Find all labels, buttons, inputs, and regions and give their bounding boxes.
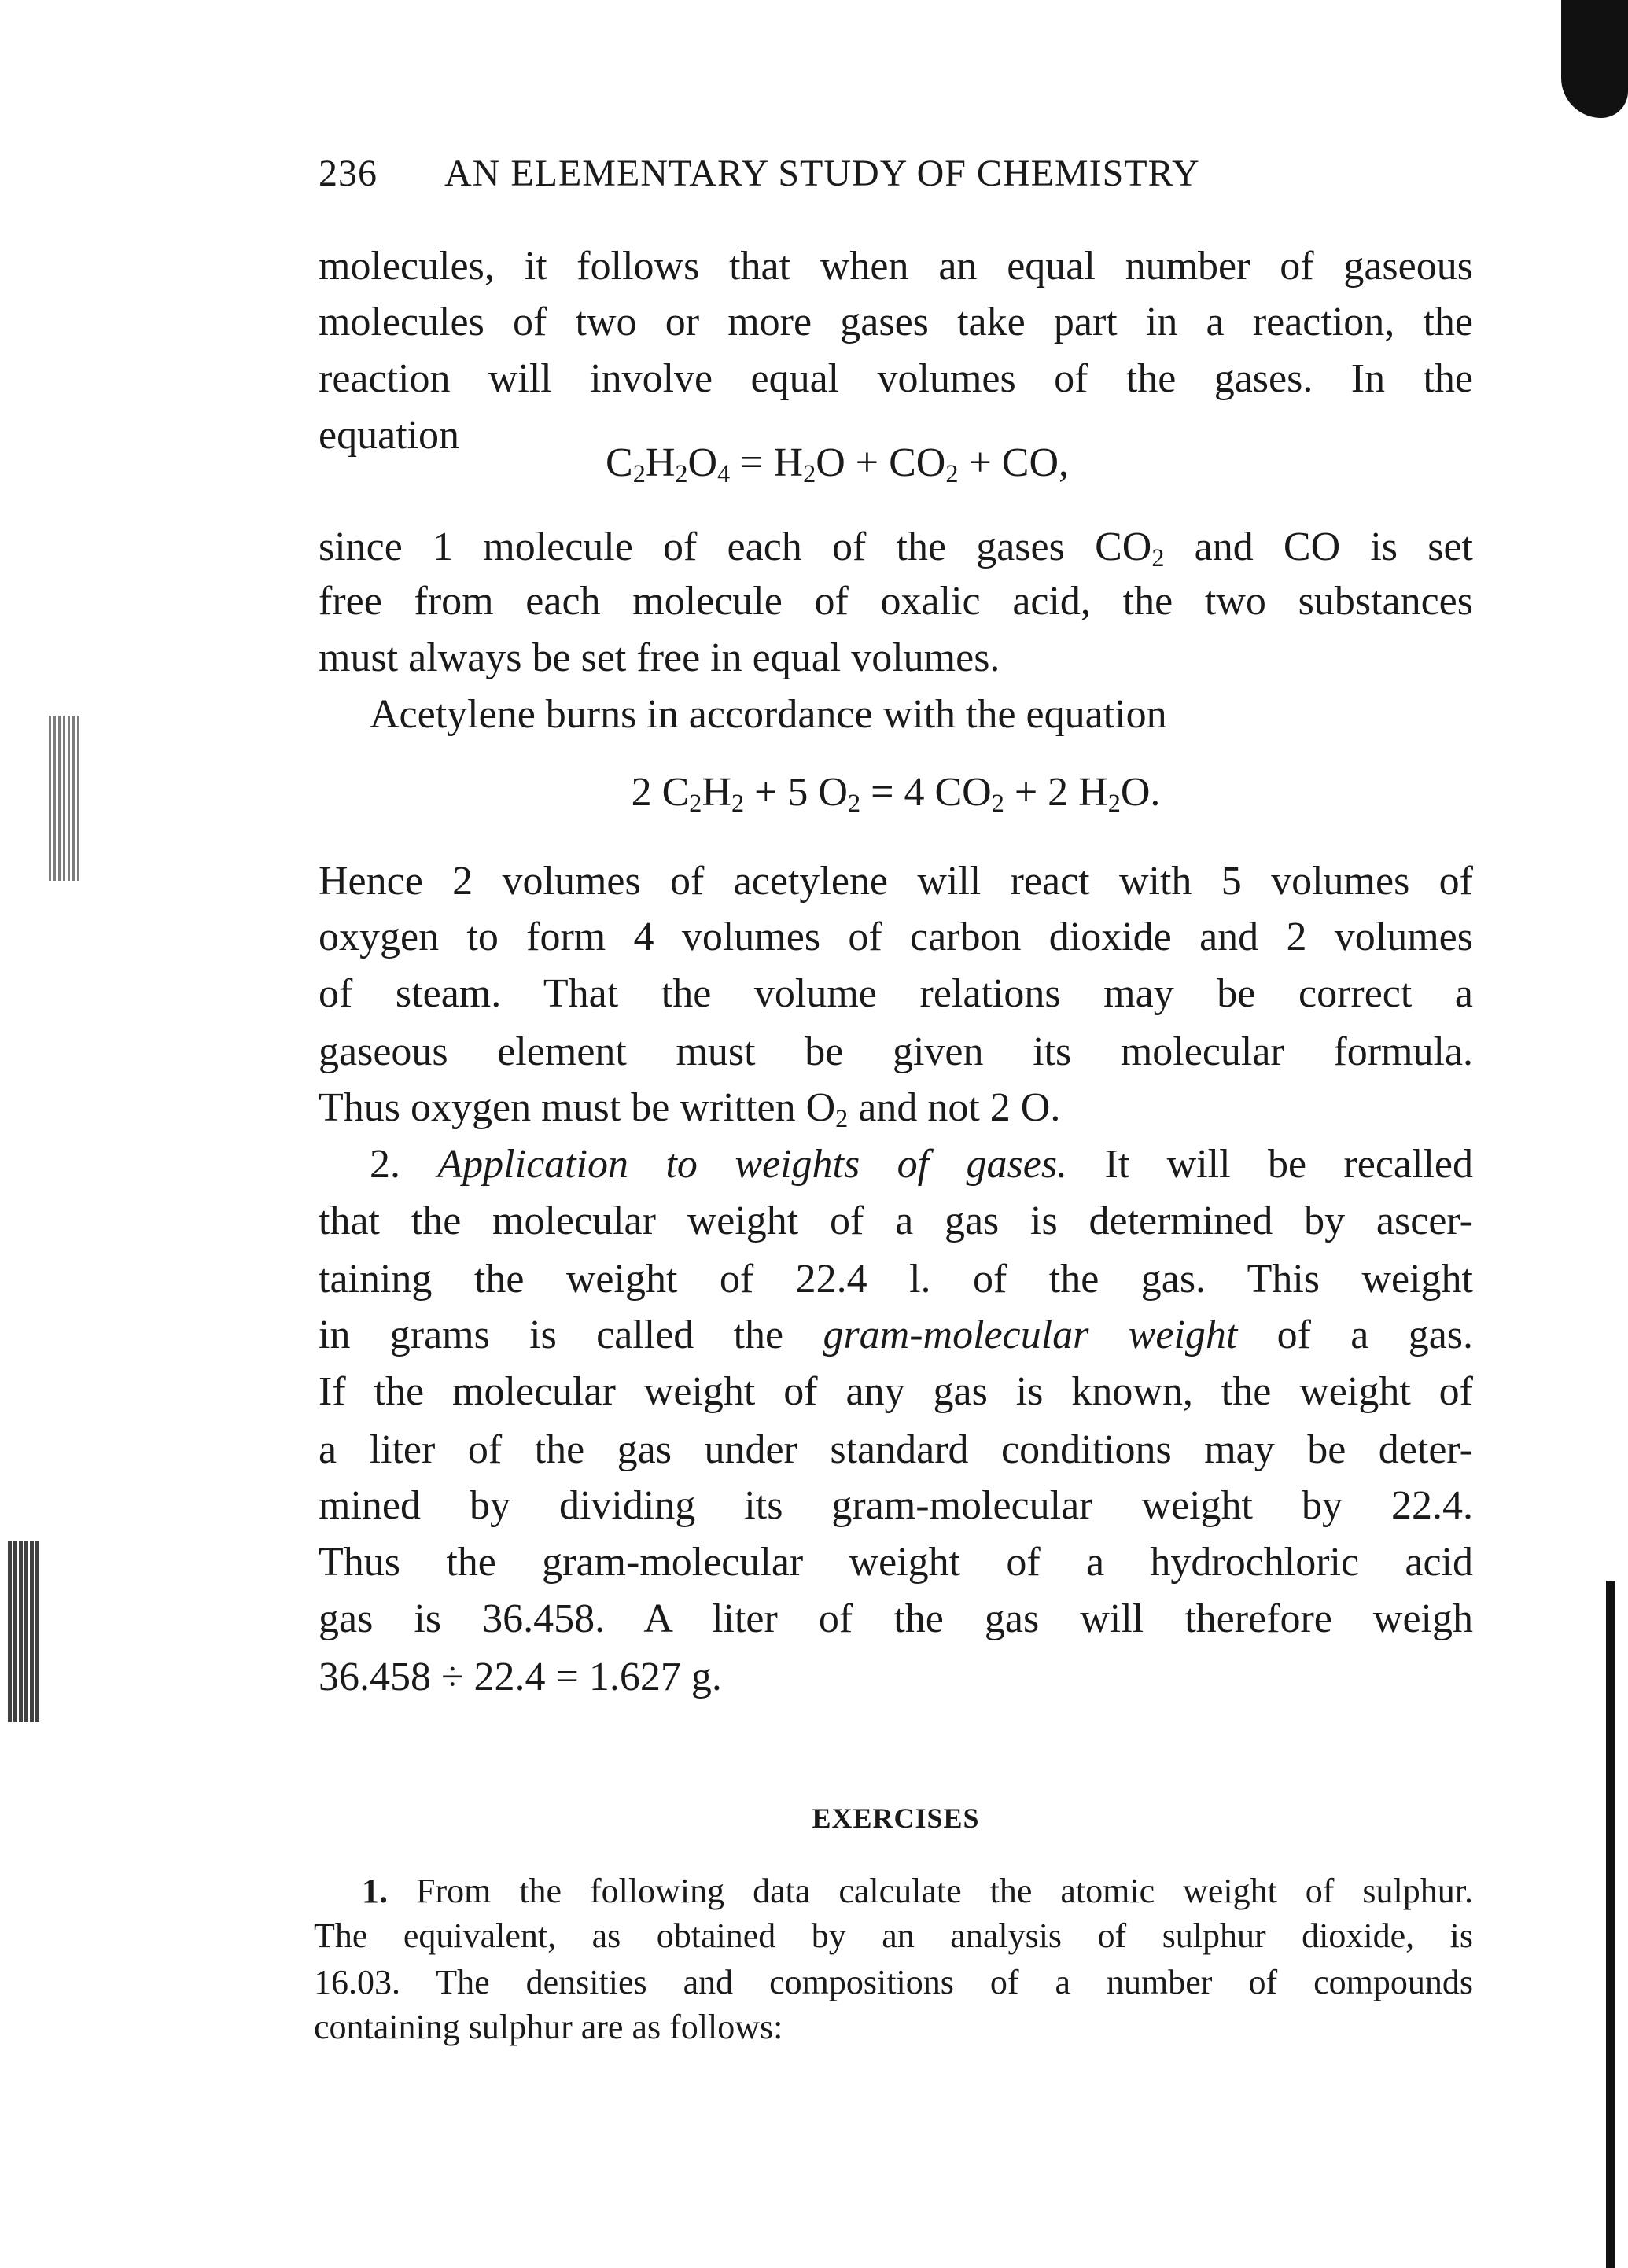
subscript: 4 — [717, 459, 731, 488]
exercise-line: The equivalent, as obtained by an analysis of sulphur dioxide, is — [314, 1916, 1473, 1955]
text-line: If the molecular weight of any gas is known, the weight of — [319, 1369, 1473, 1414]
text-line: that the molecular weight of a gas is determined by ascer- — [319, 1198, 1473, 1243]
scan-artifact-left-2 — [8, 1541, 39, 1722]
text-line: Thus the gram-molecular weight of a hydrochloric acid — [319, 1540, 1473, 1585]
page-number: 236 — [319, 153, 378, 194]
text-line: 36.458 ÷ 22.4 = 1.627 g. — [319, 1655, 722, 1699]
subscript: 2 — [1107, 789, 1121, 818]
subscript: 2 — [675, 459, 688, 488]
italic-term: gram-molecular weight — [823, 1313, 1238, 1357]
text-line: molecules of two or more gases take part in a reaction, the — [319, 300, 1473, 344]
italic-term: Application to weights of gases. — [437, 1142, 1068, 1187]
subscript: 2 — [689, 789, 702, 818]
exercise-line: 1. From the following data calculate the atomic weight of sulphur. — [362, 1872, 1473, 1910]
text-line: 2. Application to weights of gases. It will be recalled — [370, 1142, 1473, 1187]
text-line: of steam. That the volume relations may be correct a — [319, 971, 1473, 1016]
text-line: gas is 36.458. A liter of the gas will therefore weigh — [319, 1596, 1473, 1641]
exercises-heading: EXERCISES — [812, 1802, 980, 1834]
text-line: reaction will involve equal volumes of the gases. In the — [319, 356, 1473, 401]
text-line: since 1 molecule of each of the gases $CO_2$ and CO is set — [319, 525, 1474, 573]
exercise-line: 16.03. The densities and compositions of a number of compounds — [314, 1963, 1473, 2001]
text-line: equation — [319, 413, 460, 458]
text-line: Hence 2 volumes of acetylene will react with 5 volumes of — [319, 859, 1473, 904]
text-line: oxygen to form 4 volumes of carbon dioxide and 2 volumes — [319, 915, 1473, 959]
subscript: 2 — [731, 789, 745, 818]
exercise-line: containing sulphur are as follows: — [314, 2008, 783, 2046]
text-line: must always be set free in equal volumes. — [319, 635, 1000, 680]
running-head: AN ELEMENTARY STUDY OF CHEMISTRY — [444, 153, 1200, 194]
text-line: gaseous element must be given its molecular formula. — [319, 1029, 1473, 1074]
subscript: 2 — [991, 789, 1004, 818]
equation-oxalic-acid: $C_2H_2O_4 = H_2O + CO_2$ + CO, — [606, 440, 1070, 488]
subscript: 2 — [848, 789, 861, 818]
subscript: 2 — [803, 459, 816, 488]
subscript: 2 — [632, 459, 646, 488]
scan-artifact-corner — [1561, 0, 1628, 118]
exercise-number: 1. — [362, 1872, 388, 1910]
text-line: molecules, it follows that when an equal number of gaseous — [319, 244, 1473, 289]
text-line: mined by dividing its gram-molecular weight by 22.4. — [319, 1483, 1473, 1528]
subscript: 2 — [1151, 543, 1165, 573]
text-line: in grams is called the gram-molecular weight of a gas. — [319, 1313, 1474, 1357]
text-line: Acetylene burns in accordance with the equation — [370, 692, 1167, 737]
text-line: taining the weight of 22.4 l. of the gas. This weight — [319, 1257, 1473, 1302]
subscript: 2 — [835, 1104, 849, 1133]
scan-artifact-left-1 — [49, 716, 80, 881]
equation-acetylene: 2 $C_2H_2 + 5$ $O_2 = 4$ $CO_2 + 2$ $H_2O$. — [631, 770, 1161, 818]
text-line: free from each molecule of oxalic acid, the two substances — [319, 579, 1473, 624]
text-line: a liter of the gas under standard conditions may be deter- — [319, 1427, 1473, 1472]
text-line: Thus oxygen must be written $O_2$ and not 2 O. — [319, 1085, 1061, 1133]
subscript: 2 — [945, 459, 959, 488]
scan-artifact-edge-line — [1606, 1581, 1615, 2268]
